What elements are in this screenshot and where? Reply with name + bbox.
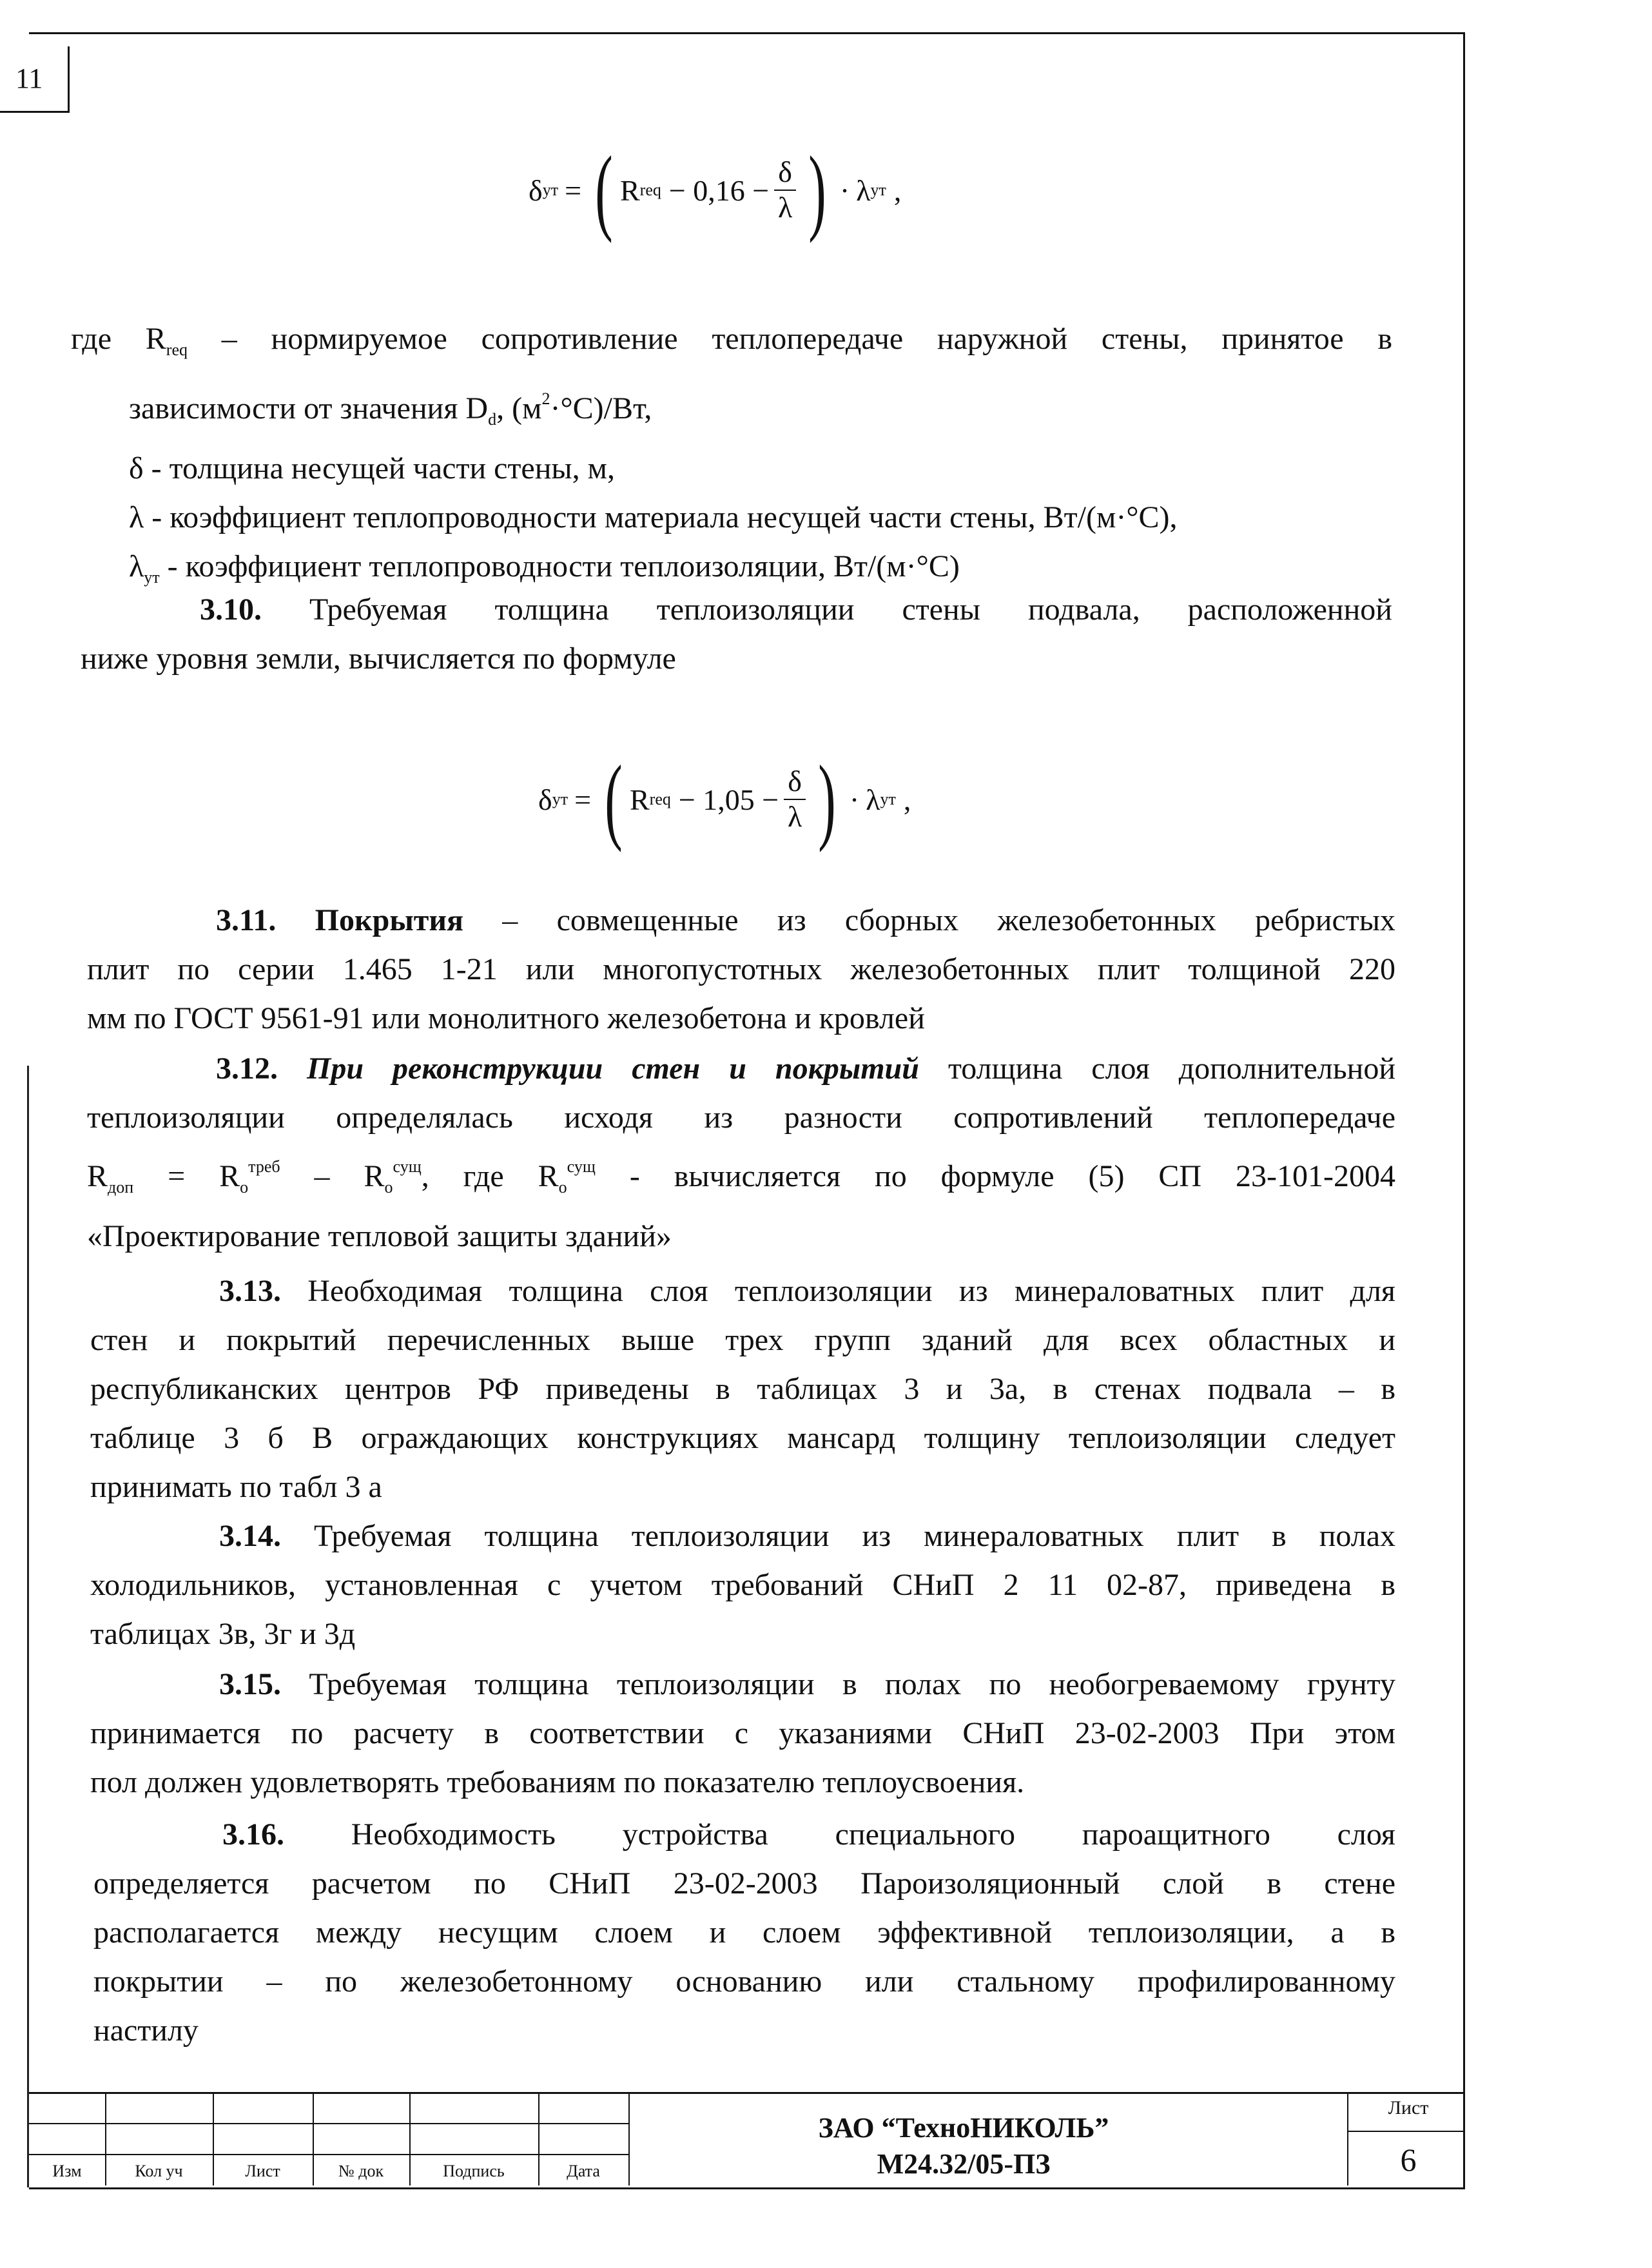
- p311-line-2: плит по серии 1.465 1-21 или многопустотных железобетонных плит толщиной 220: [87, 952, 1395, 986]
- where-l2-b: , (м: [496, 391, 542, 425]
- p312-sub2: о: [384, 1178, 393, 1197]
- tb-label-izm: Изм: [52, 2162, 82, 2180]
- formula-times: ·: [839, 173, 850, 207]
- formula-fraction: [774, 155, 796, 225]
- p311-number: 3.11.: [216, 903, 277, 937]
- left-margin-rule: [27, 1066, 29, 2187]
- formula2-r: R: [629, 783, 650, 816]
- p315-line-3: пол должен удовлетворять требованиям по показателю теплоусвоения.: [90, 1765, 1025, 1799]
- p312-o-sub: о: [240, 1178, 249, 1197]
- p313-l1: Необходимая толщина слоя теплоизоляции из минераловатных плит для: [281, 1274, 1395, 1308]
- tb-org-line-2: М24.32/05-ПЗ: [877, 2148, 1051, 2180]
- formula-eq: =: [565, 173, 582, 207]
- tb-top-line: [29, 2092, 1465, 2094]
- where-l1-b: – нормируемое сопротивление теплопередаче наружной стены, принятое в: [188, 322, 1392, 356]
- title-block: [29, 2092, 1465, 2185]
- formula-basement-insulation: [538, 746, 911, 853]
- fraction2-denominator: λ: [787, 800, 802, 833]
- paragraph-3-14: [90, 1512, 1395, 1659]
- p312-r: R: [87, 1159, 108, 1193]
- p315-line-2: принимается по расчету в соответствии с указаниями СНиП 23-02-2003 При этом: [90, 1716, 1395, 1750]
- p315-line-1: [90, 1660, 1395, 1709]
- formula2-lhs-sub: ут: [552, 790, 568, 808]
- paragraph-3-10: [71, 585, 1392, 683]
- corner-number: 11: [15, 63, 43, 94]
- tb-label-sign: Подпись: [443, 2162, 505, 2180]
- p316-line-3: располагается между несущим слоем и слоем эффективной теплоизоляции, а в: [93, 1915, 1395, 1950]
- formula2-open-paren: (: [605, 746, 623, 853]
- formula2-eq: =: [574, 783, 592, 816]
- where-l2-a: зависимости от значения D: [129, 391, 489, 425]
- fraction-numerator: δ: [774, 155, 796, 191]
- p311-line-3: мм по ГОСТ 9561-91 или монолитного железобетона и кровлей: [87, 1001, 925, 1035]
- fraction2-numerator: δ: [784, 765, 806, 800]
- p312-minus: – R: [280, 1159, 385, 1193]
- p312-term: При реконструкции стен и покрытий: [278, 1051, 919, 1086]
- p311-line-1: [87, 896, 1395, 945]
- formula-lhs-sub: ут: [542, 181, 559, 199]
- tb-col-7: [1347, 2092, 1348, 2185]
- where-line-2: [71, 375, 1392, 444]
- p312-line-2: теплоизоляции определялась исходя из разности сопротивлений теплопередаче: [87, 1100, 1395, 1135]
- paragraph-3-12: [87, 1044, 1395, 1261]
- formula2-times: ·: [849, 783, 860, 816]
- formula-lambda: λ: [856, 173, 871, 207]
- formula-open-paren: (: [595, 137, 613, 244]
- where-l2-sup: 2: [541, 389, 550, 408]
- p313-line-5: принимать по табл 3 а: [90, 1470, 382, 1504]
- tb-label-doc: № док: [338, 2162, 384, 2180]
- formula-r: R: [619, 173, 640, 207]
- p316-line-2: определяется расчетом по СНиП 23-02-2003 Пароизоляционный слой в стене: [93, 1866, 1395, 1901]
- paragraph-3-11: [87, 896, 1395, 1043]
- p312-sub3: о: [558, 1178, 567, 1197]
- where-l5-sub: ут: [144, 568, 160, 587]
- paragraph-3-13: [90, 1267, 1395, 1512]
- where-l1-sub: req: [166, 340, 188, 359]
- formula2-tail: ,: [903, 783, 911, 816]
- p313-line-4: таблице 3 б В ограждающих конструкциях мансард толщину теплоизоляции следует: [90, 1421, 1395, 1455]
- tb-sheet-number: 6: [1400, 2142, 1417, 2178]
- where-l5-b: - коэффициент теплопроводности теплоизоляции, Вт/(м·°С): [159, 549, 960, 583]
- where-l1-a: где R: [71, 322, 166, 356]
- where-l2-sub: d: [488, 410, 497, 429]
- tb-label-list: Лист: [245, 2162, 280, 2180]
- where-l2-c: ·°С)/Вт,: [550, 391, 652, 425]
- tb-label-kol: Кол уч: [135, 2162, 183, 2180]
- p313-line-3: республиканских центров РФ приведены в таблицах 3 и 3а, в стенах подвала – в: [90, 1372, 1395, 1406]
- p315-l1: Требуемая толщина теплоизоляции в полах по необогреваемому грунту: [281, 1667, 1395, 1701]
- p312-l1: толщина слоя дополнительной: [918, 1051, 1396, 1086]
- p310-line-1: [71, 585, 1392, 634]
- where-l5-a: λ: [129, 549, 144, 583]
- formula2-lhs: δ: [538, 783, 552, 816]
- p314-number: 3.14.: [219, 1519, 281, 1553]
- p312-rest: - вычисляется по формуле (5) СП 23-101-2004: [595, 1159, 1396, 1193]
- where-block: [71, 315, 1392, 602]
- formula-const: − 0,16 −: [668, 173, 770, 207]
- tb-org-line-1: ЗАО “ТехноНИКОЛЬ”: [818, 2112, 1109, 2144]
- fraction-denominator: λ: [777, 191, 793, 224]
- p312-sup3: сущ: [567, 1157, 596, 1176]
- paragraph-3-16: [93, 1810, 1395, 2055]
- p310-number: 3.10.: [200, 592, 262, 627]
- p312-line-1: [87, 1044, 1395, 1093]
- p316-number: 3.16.: [222, 1817, 284, 1852]
- formula-lhs: δ: [529, 173, 543, 207]
- formula-tail: ,: [893, 173, 902, 207]
- p313-line-2: стен и покрытий перечисленных выше трех групп зданий для всех областных и: [90, 1323, 1395, 1357]
- p312-r-sub: доп: [108, 1178, 134, 1197]
- paragraph-3-15: [90, 1660, 1395, 1807]
- formula2-r-sub: req: [649, 790, 671, 808]
- p316-line-1: [93, 1810, 1395, 1859]
- formula2-fraction: [784, 765, 806, 834]
- p314-line-2: холодильников, установленная с учетом требований СНиП 2 11 02-87, приведена в: [90, 1568, 1395, 1602]
- tb-organization: [609, 2110, 1318, 2182]
- tb-label-date: Дата: [567, 2162, 600, 2180]
- p316-line-4: покрытии – по железобетонному основанию или стальному профилированному: [93, 1964, 1395, 1999]
- p312-number: 3.12.: [216, 1051, 278, 1086]
- p312-where: , где R: [421, 1159, 559, 1193]
- p312-sup2: сущ: [393, 1157, 422, 1176]
- p316-l1: Необходимость устройства специального пароащитного слоя: [284, 1817, 1395, 1852]
- p312-line-4: «Проектирование тепловой защиты зданий»: [87, 1219, 672, 1253]
- formula2-lambda-sub: ут: [880, 790, 896, 808]
- formula-wall-insulation: [529, 137, 902, 244]
- p314-l1: Требуемая толщина теплоизоляции из минераловатных плит в полах: [281, 1519, 1395, 1553]
- p314-line-1: [90, 1512, 1395, 1561]
- p312-o-sup: треб: [248, 1157, 280, 1176]
- p315-number: 3.15.: [219, 1667, 281, 1701]
- p313-number: 3.13.: [219, 1274, 281, 1308]
- p314-line-3: таблицах 3в, 3г и 3д: [90, 1617, 356, 1651]
- tb-sheet-label: Лист: [1388, 2097, 1429, 2118]
- formula2-close-paren: ): [818, 746, 836, 853]
- p311-l1: – совмещенные из сборных железобетонных ребристых: [463, 903, 1395, 937]
- formula-r-sub: req: [639, 181, 661, 199]
- p316-line-5: настилу: [93, 2013, 199, 2048]
- formula-close-paren: ): [808, 137, 826, 244]
- p310-l1: Требуемая толщина теплоизоляции стены подвала, расположенной: [262, 592, 1392, 627]
- p312-line-3: [87, 1142, 1395, 1212]
- tb-sheet-line: [1347, 2131, 1465, 2132]
- p313-line-1: [90, 1267, 1395, 1316]
- where-line-1: [71, 315, 1392, 375]
- formula-lambda-sub: ут: [870, 181, 886, 199]
- formula2-const: − 1,05 −: [678, 783, 779, 816]
- p310-line-2: ниже уровня земли, вычисляется по формуле: [81, 641, 676, 676]
- p312-eq: = R: [133, 1159, 240, 1193]
- where-line-3: δ - толщина несущей части стены, м,: [129, 451, 616, 485]
- formula2-lambda: λ: [866, 783, 880, 816]
- p311-term: Покрытия: [276, 903, 464, 937]
- where-line-4: λ - коэффициент теплопроводности материала несущей части стены, Вт/(м·°С),: [129, 500, 1178, 534]
